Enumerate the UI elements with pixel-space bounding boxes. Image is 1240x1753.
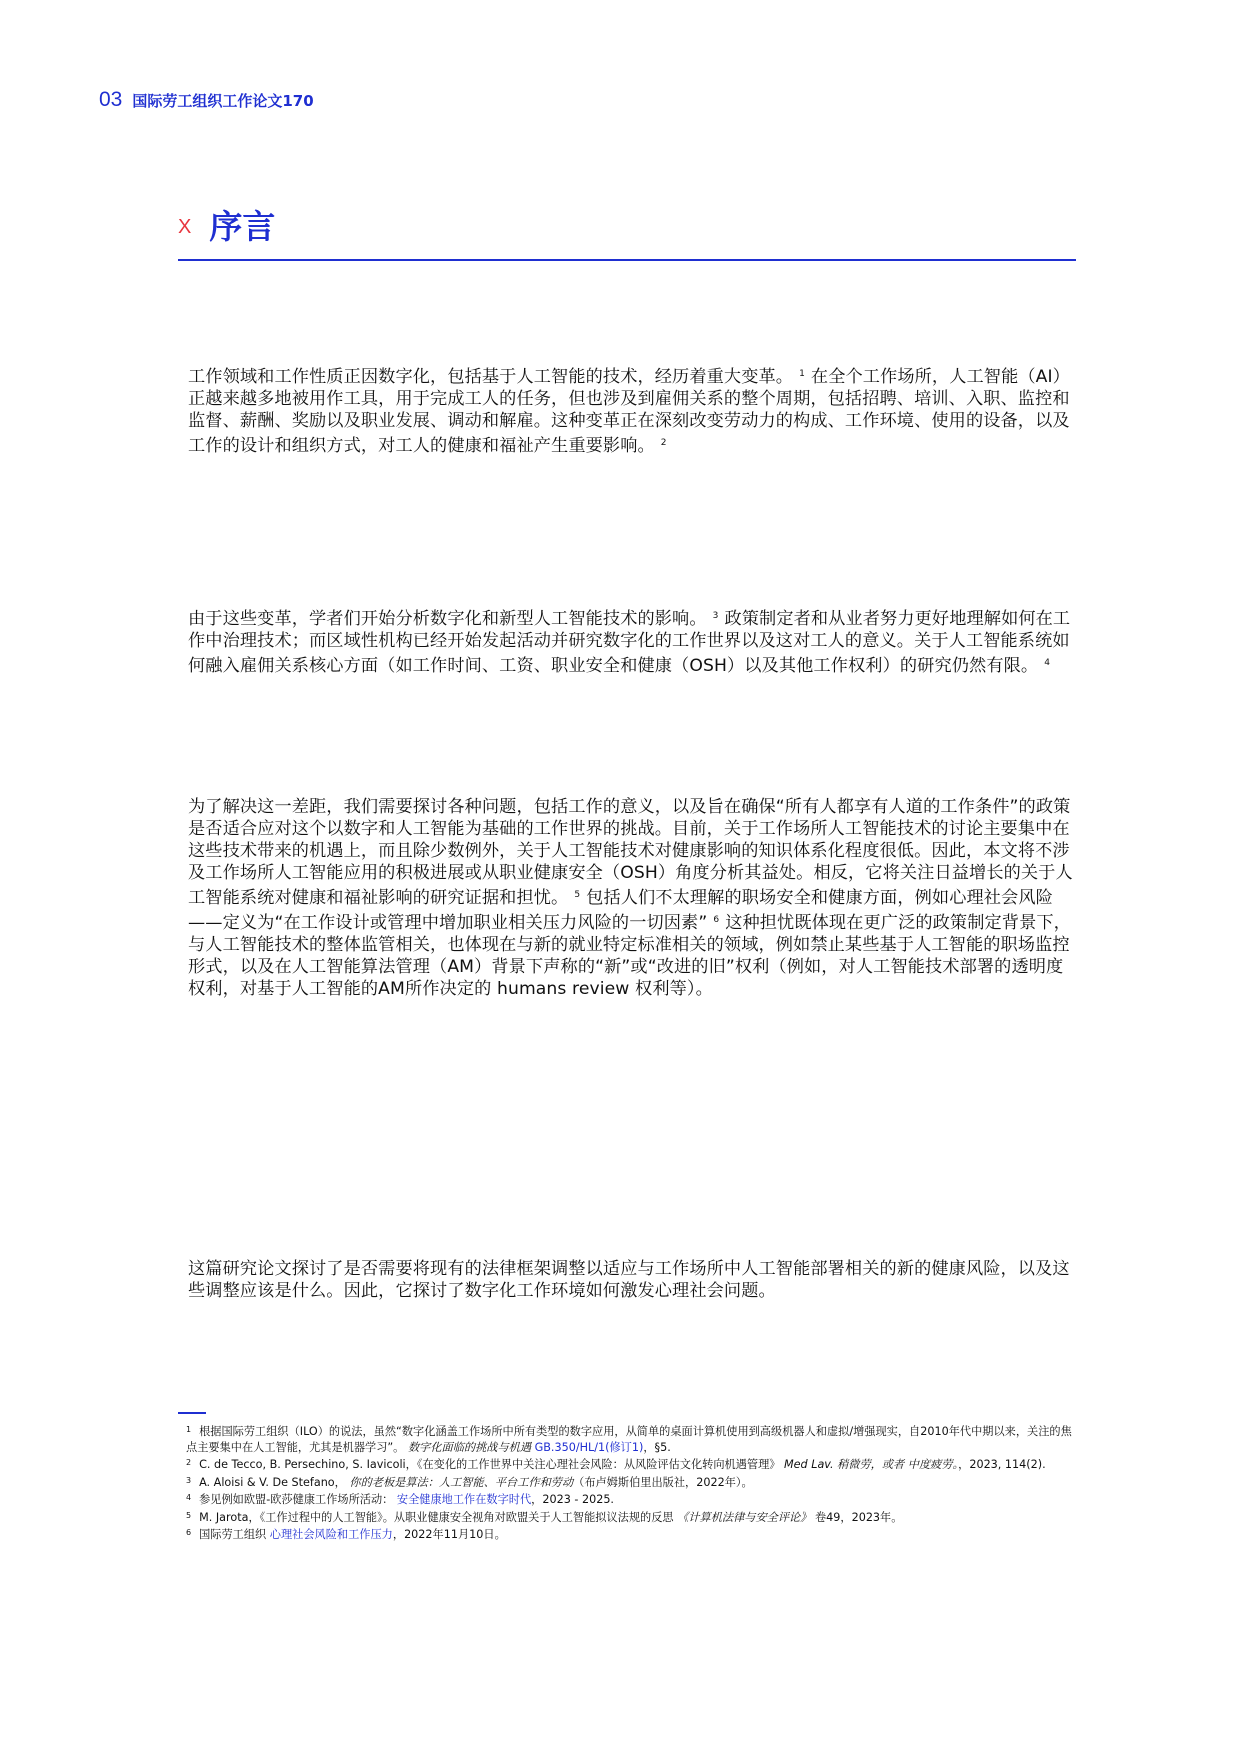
footnote-ref[interactable]: 6 bbox=[713, 915, 720, 925]
footnote-ref[interactable]: 4 bbox=[1044, 658, 1051, 668]
footnote-text: 参见例如欧盟-欧莎健康工作场所活动： bbox=[199, 1493, 394, 1506]
footnote-number: 4 bbox=[186, 1493, 192, 1502]
footnote-text: A. Aloisi & V. De Stefano， bbox=[199, 1475, 346, 1489]
footnote-tail: ，2022年11月10日。 bbox=[392, 1528, 506, 1541]
paragraph-text: 这篇研究论文探讨了是否需要将现有的法律框架调整以适应与工作场所中人工智能部署相关的新的健康风险，以及这些调整应该是什么。因此，它探讨了数字化工作环境如何激发心理社会问题。 bbox=[188, 1259, 1070, 1301]
footnote-number: 6 bbox=[186, 1528, 192, 1537]
footnote-divider bbox=[178, 1412, 206, 1414]
footnote-5 bbox=[186, 1508, 1076, 1526]
paragraph-text: 工作领域和工作性质正因数字化，包括基于人工智能的技术，经历着重大变革。 bbox=[188, 367, 794, 387]
footnote-tail: （布卢姆斯伯里出版社，2022年）。 bbox=[573, 1475, 753, 1489]
footnote-tail: ，§5. bbox=[643, 1440, 671, 1454]
footnote-text: 根据国际劳工组织（ILO）的说法，虽然“数字化涵盖工作场所中所有类型的数字应用，从简单的桌面计算机使用到高级机器人和虚拟/增强现实，自2010年代中期以来，关注的焦点主要集中在人工智能，尤其是机器学习”。 bbox=[186, 1425, 1072, 1454]
footnote-italic: Med Lav. 稍微劳，或者 中度疲劳。 bbox=[784, 1458, 959, 1471]
paragraph-text: 包括人们不太理解的职场安全和健康方面，例如心理社会风险——定义为“在工作设计或管理中增加职业相关压力风险的一切因素” bbox=[188, 888, 1053, 933]
paragraph-4 bbox=[188, 1258, 1078, 1302]
section-heading bbox=[178, 207, 276, 246]
footnote-link[interactable]: 心理社会风险和工作压力 bbox=[269, 1528, 393, 1541]
paragraph-3 bbox=[188, 796, 1078, 1000]
paragraph-text: 由于这些变革，学者们开始分析数字化和新型人工智能技术的影响。 bbox=[188, 609, 707, 629]
paragraph-1 bbox=[188, 363, 1078, 457]
section-title: 序言 bbox=[209, 207, 276, 246]
footnote-link[interactable]: GB.350/HL/1(修订1) bbox=[534, 1440, 644, 1454]
footnote-ref[interactable]: 3 bbox=[712, 611, 719, 621]
footnote-tail: 卷49，2023年。 bbox=[814, 1510, 903, 1524]
footnote-italic: 《计算机法律与安全评论》 bbox=[677, 1510, 812, 1524]
paragraph-text: 这种担忧既体现在更广泛的政策制定背景下，与人工智能技术的整体监管相关，也体现在与新的就业特定标准相关的领域，例如禁止某些基于人工智能的职场监控形式，以及在人工智能算法管理（AM）背景下声称的“新”或“改进的旧”权利（例如，对人工智能技术部署的透明度权利，对基于人工智能的AM所作决定的 humans review 权利等）。 bbox=[188, 913, 1071, 999]
footnote-text: M. Jarota，《工作过程中的人工智能》。从职业健康安全视角对欧盟关于人工智能拟议法规的反思 bbox=[199, 1510, 674, 1524]
footnote-ref[interactable]: 1 bbox=[799, 369, 805, 379]
footnote-number: 2 bbox=[186, 1458, 192, 1467]
footnote-text: 国际劳工组织 bbox=[199, 1528, 267, 1541]
section-marker-icon: X bbox=[178, 215, 192, 238]
footnote-4 bbox=[186, 1490, 1076, 1508]
footnote-ref[interactable]: 5 bbox=[574, 890, 581, 900]
footnote-3 bbox=[186, 1473, 1076, 1491]
footnote-number: 1 bbox=[186, 1425, 192, 1434]
footnote-6 bbox=[186, 1525, 1076, 1543]
footnote-italic: 你的老板是算法：人工智能、平台工作和劳动 bbox=[349, 1475, 574, 1489]
footnote-italic: 数字化面临的挑战与机遇 bbox=[407, 1440, 532, 1454]
title-divider bbox=[178, 259, 1076, 261]
paragraph-text: 为了解决这一差距，我们需要探讨各种问题，包括工作的意义，以及旨在确保“所有人都享有人道的工作条件”的政策是否适合应对这个以数字和人工智能为基础的工作世界的挑战。目前，关于工作场所人工智能技术的讨论主要集中在这些技术带来的机遇上，而且除少数例外，关于人工智能技术对健康影响的知识体系化程度很低。因此，本文将不涉及工作场所人工智能应用的积极进展或从职业健康安全（OSH）角度分析其益处。相反，它将关注日益增长的关于人工智能系统对健康和福祉影响的研究证据和担忧。 bbox=[188, 797, 1073, 908]
footnote-tail: ，2023, 114(2). bbox=[958, 1458, 1046, 1471]
footnote-number: 5 bbox=[186, 1510, 192, 1520]
footnote-1 bbox=[186, 1422, 1076, 1455]
series-title: 国际劳工组织工作论文170 bbox=[132, 92, 314, 110]
footnote-ref[interactable]: 2 bbox=[660, 438, 667, 448]
footnote-number: 3 bbox=[186, 1475, 192, 1485]
running-header bbox=[99, 88, 314, 112]
footnote-text: C. de Tecco, B. Persechino, S. Iavicoli，《在变化的工作世界中关注心理社会风险：从风险评估文化转向机遇管理》 bbox=[199, 1458, 781, 1471]
footnote-link[interactable]: 安全健康地工作在数字时代 bbox=[396, 1493, 532, 1506]
paragraph-2 bbox=[188, 605, 1078, 677]
footnotes bbox=[186, 1422, 1076, 1543]
footnote-tail: ，2023 - 2025. bbox=[531, 1493, 614, 1506]
paragraph-text: 政策制定者和从业者努力更好地理解如何在工作中治理技术；而区域性机构已经开始发起活动并研究数字化的工作世界以及这对工人的意义。关于人工智能系统如何融入雇佣关系核心方面（如工作时间、工资、职业安全和健康（OSH）以及其他工作权利）的研究仍然有限。 bbox=[188, 609, 1071, 676]
page-number: 03 bbox=[99, 88, 123, 111]
footnote-2 bbox=[186, 1455, 1076, 1473]
paragraph-text: 在全个工作场所，人工智能（AI）正越来越多地被用作工具，用于完成工人的任务，但也涉及到雇佣关系的整个周期，包括招聘、培训、入职、监控和监督、薪酬、奖励以及职业发展、调动和解雇。这种变革正在深刻改变劳动力的构成、工作环境、使用的设备，以及工作的设计和组织方式，对工人的健康和福祉产生重要影响。 bbox=[188, 367, 1070, 456]
